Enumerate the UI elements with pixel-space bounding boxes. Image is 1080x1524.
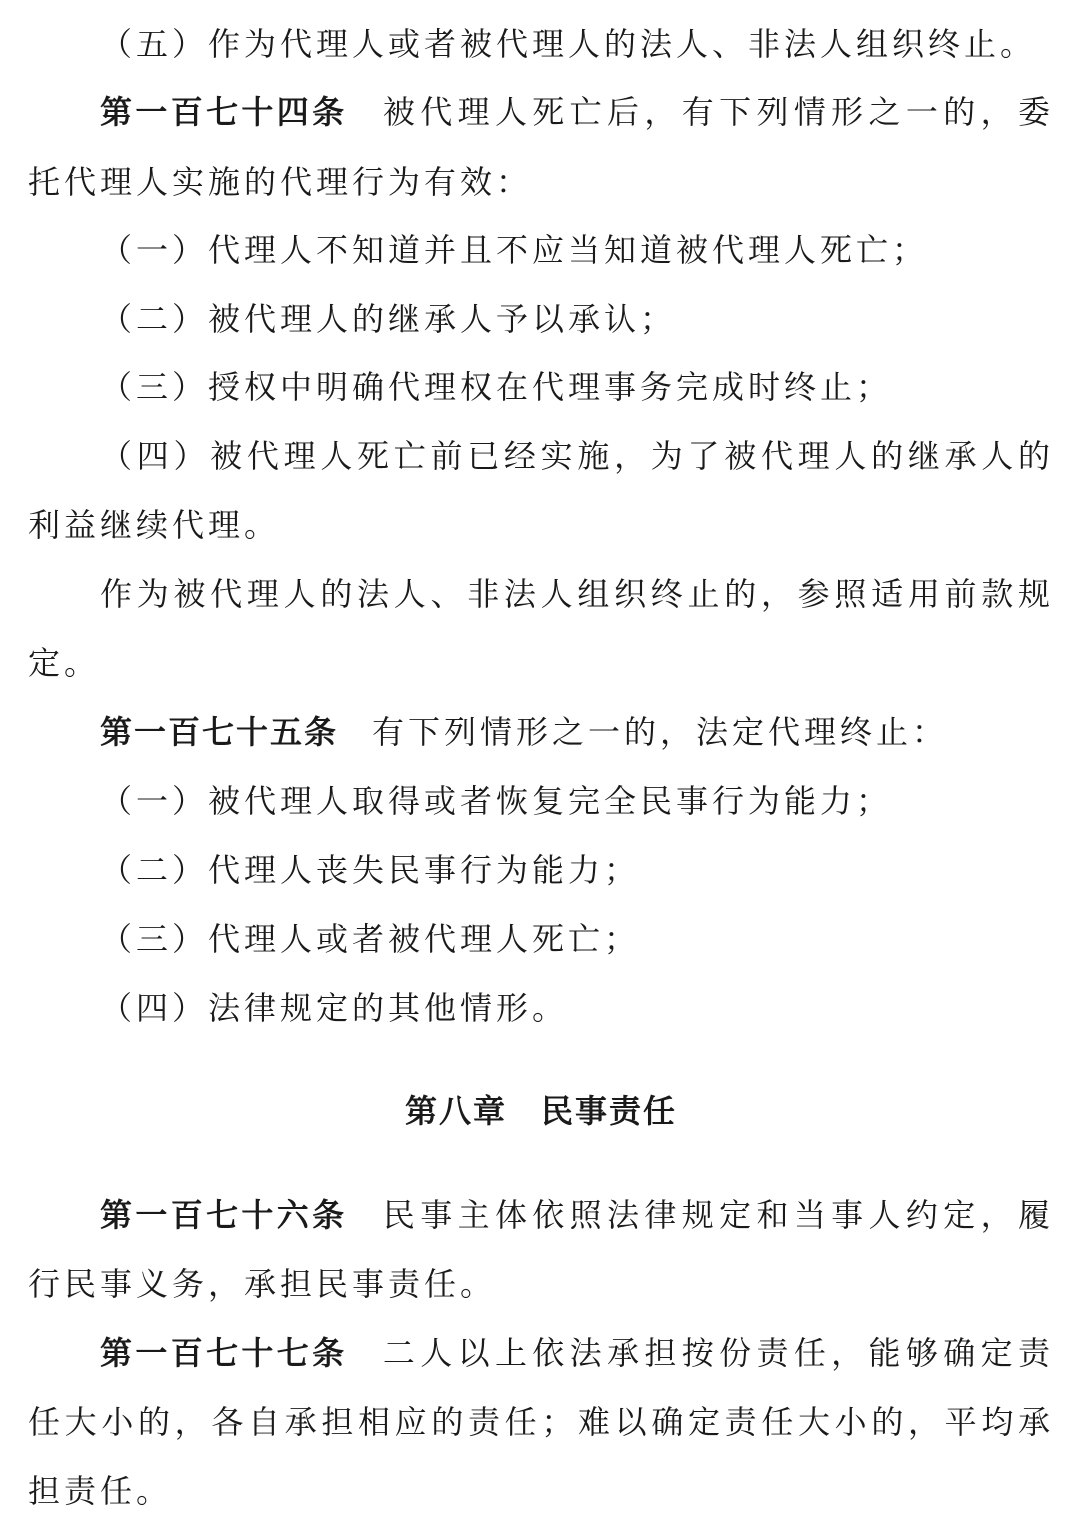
article-175-line: 第一百七十五条 有下列情形之一的，法定代理终止： [100, 713, 949, 751]
chapter-title: 民事责任 [541, 1092, 678, 1130]
text-line: 任大小的，各自承担相应的责任；难以确定责任大小的，平均承 [28, 1403, 1054, 1441]
list-item: （四）被代理人死亡前已经实施，为了被代理人的继承人的 [100, 437, 1054, 475]
list-item: （四）法律规定的其他情形。 [100, 989, 569, 1027]
article-number: 第一百七十七条 [100, 1334, 348, 1372]
chapter-heading [28, 1089, 1054, 1133]
list-item: （二）被代理人的继承人予以承认； [100, 300, 677, 338]
text-line: 托代理人实施的代理行为有效： [28, 163, 533, 201]
text-line: 作为被代理人的法人、非法人组织终止的，参照适用前款规 [100, 575, 1054, 613]
article-177-line: 第一百七十七条 二人以上依法承担按份责任，能够确定责 [100, 1334, 1054, 1372]
text-line: （五）作为代理人或者被代理人的法人、非法人组织终止。 [100, 25, 1037, 63]
article-number: 第一百七十五条 [100, 713, 339, 751]
list-item: （一）代理人不知道并且不应当知道被代理人死亡； [100, 231, 929, 269]
list-item: （三）授权中明确代理权在代理事务完成时终止； [100, 368, 893, 406]
text-line: 行民事义务，承担民事责任。 [28, 1265, 497, 1303]
text-line: 担责任。 [28, 1472, 173, 1510]
chapter-number: 第八章 [404, 1092, 507, 1130]
article-number: 第一百七十六条 [100, 1196, 348, 1234]
list-item: （二）代理人丧失民事行为能力； [100, 851, 641, 889]
article-174-line: 第一百七十四条 被代理人死亡后，有下列情形之一的，委 [100, 93, 1054, 131]
text-line: 利益继续代理。 [28, 506, 281, 544]
list-item: （三）代理人或者被代理人死亡； [100, 920, 641, 958]
text-line: 定。 [28, 644, 101, 682]
article-176-line: 第一百七十六条 民事主体依照法律规定和当事人约定，履 [100, 1196, 1054, 1234]
list-item: （一）被代理人取得或者恢复完全民事行为能力； [100, 782, 893, 820]
article-number: 第一百七十四条 [100, 93, 348, 131]
